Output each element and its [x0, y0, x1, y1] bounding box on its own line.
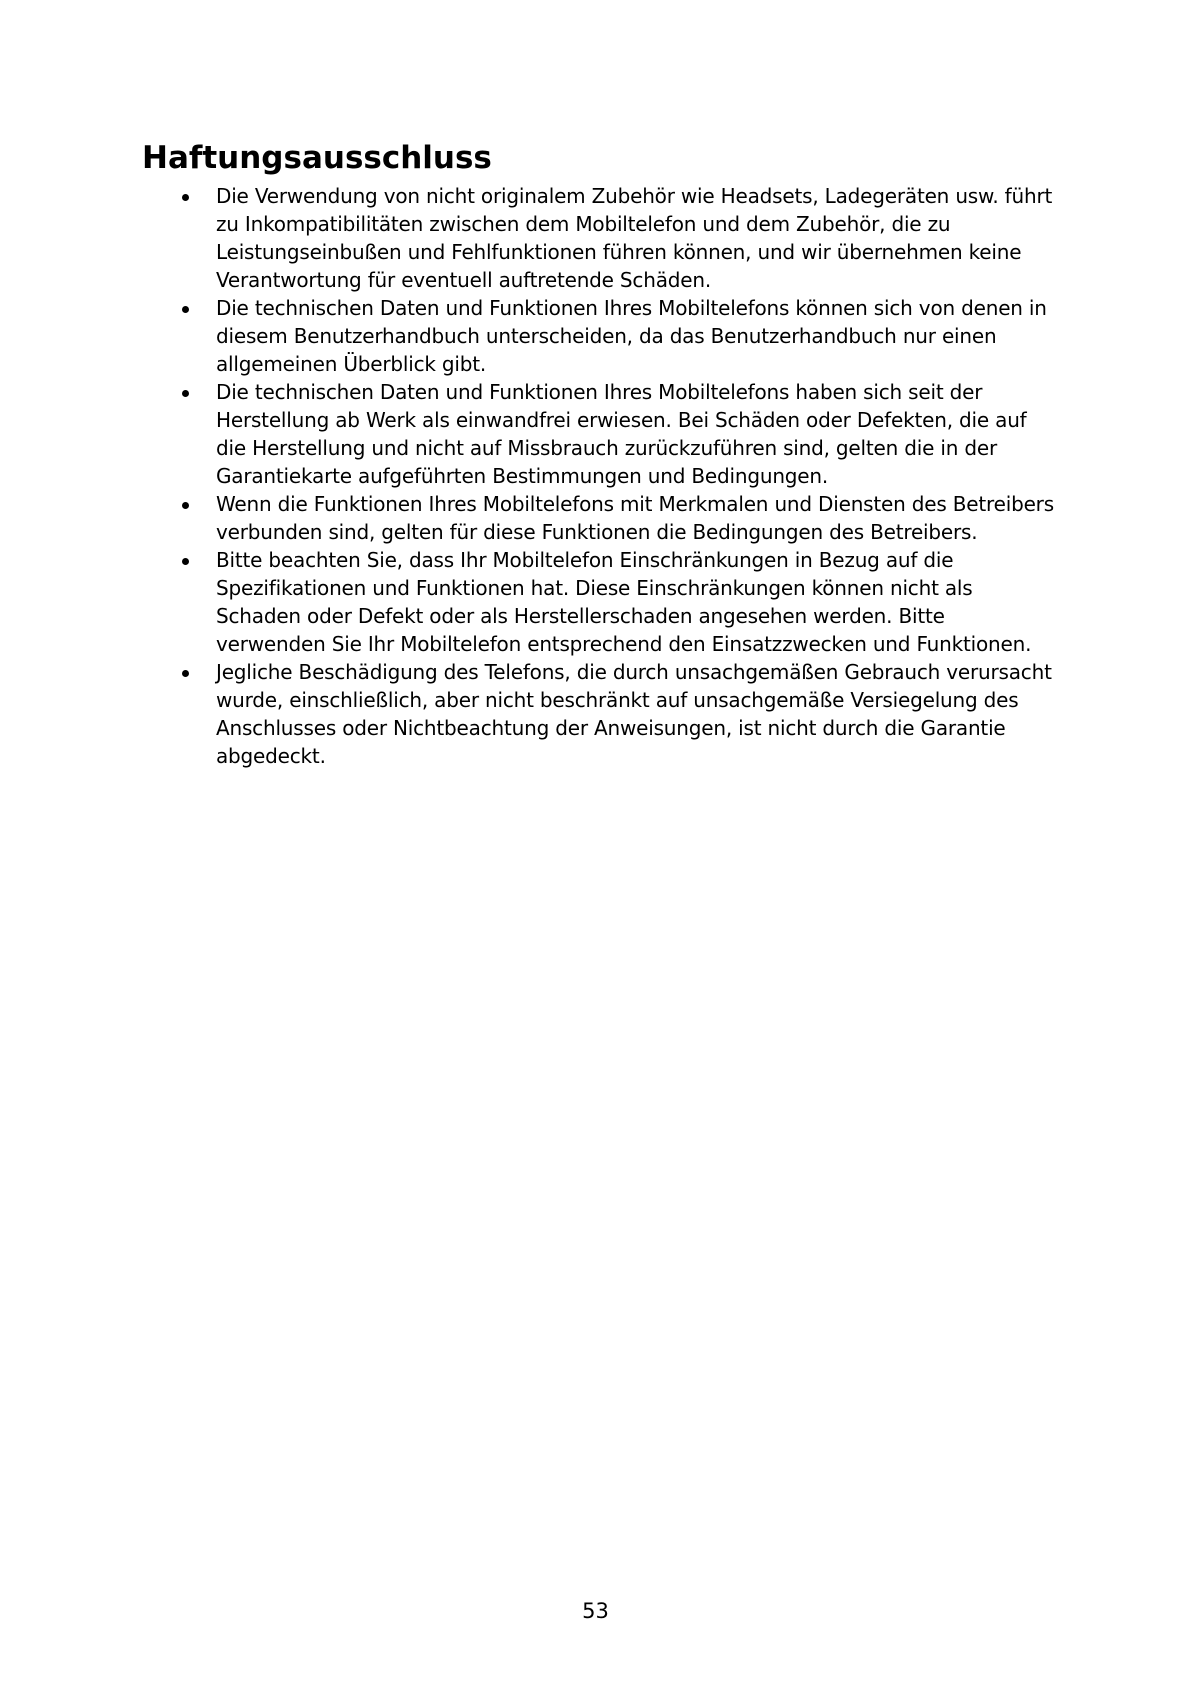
list-item-text: Die Verwendung von nicht originalem Zubehör wie Headsets, Ladegeräten usw. führt zu Inkompatibilitäten zwischen dem Mobiltelefon und dem Zubehör, die zu Leistungseinbußen und Fehlfunktionen führen können, und wir übernehmen keine Verantwortung für eventuell auftretende Schäden.	[216, 184, 1053, 292]
list-item-text: Bitte beachten Sie, dass Ihr Mobiltelefon Einschränkungen in Bezug auf die Spezifikationen und Funktionen hat. Diese Einschränkungen können nicht als Schaden oder Defekt oder als Herstellerschaden angesehen werden. Bitte verwenden Sie Ihr Mobiltelefon entsprechend den Einsatzzwecken und Funktionen.	[216, 548, 1032, 656]
disclaimer-list	[0, 182, 1191, 770]
bullet-icon	[182, 670, 189, 677]
list-item-text: Wenn die Funktionen Ihres Mobiltelefons mit Merkmalen und Diensten des Betreibers verbunden sind, gelten für diese Funktionen die Bedingungen des Betreibers.	[216, 492, 1054, 544]
list-item	[0, 658, 1056, 770]
list-item	[0, 182, 1056, 294]
page-title: Haftungsausschluss	[142, 140, 492, 176]
list-item	[0, 294, 1056, 378]
list-item	[0, 378, 1056, 490]
list-item-text: Die technischen Daten und Funktionen Ihres Mobiltelefons können sich von denen in diesem Benutzerhandbuch unterscheiden, da das Benutzerhandbuch nur einen allgemeinen Überblick gibt.	[216, 296, 1047, 376]
bullet-icon	[182, 194, 189, 201]
page-number: 53	[582, 1599, 609, 1623]
bullet-icon	[182, 306, 189, 313]
bullet-icon	[182, 502, 189, 509]
list-item-text: Jegliche Beschädigung des Telefons, die durch unsachgemäßen Gebrauch verursacht wurde, einschließlich, aber nicht beschränkt auf unsachgemäße Versiegelung des Anschlusses oder Nichtbeachtung der Anweisungen, ist nicht durch die Garantie abgedeckt.	[216, 660, 1052, 768]
bullet-icon	[182, 558, 189, 565]
list-item	[0, 546, 1056, 658]
bullet-icon	[182, 390, 189, 397]
list-item-text: Die technischen Daten und Funktionen Ihres Mobiltelefons haben sich seit der Herstellung ab Werk als einwandfrei erwiesen. Bei Schäden oder Defekten, die auf die Herstellung und nicht auf Missbrauch zurückzuführen sind, gelten die in der Garantiekarte aufgeführten Bestimmungen und Bedingungen.	[216, 380, 1027, 488]
list-item	[0, 490, 1056, 546]
